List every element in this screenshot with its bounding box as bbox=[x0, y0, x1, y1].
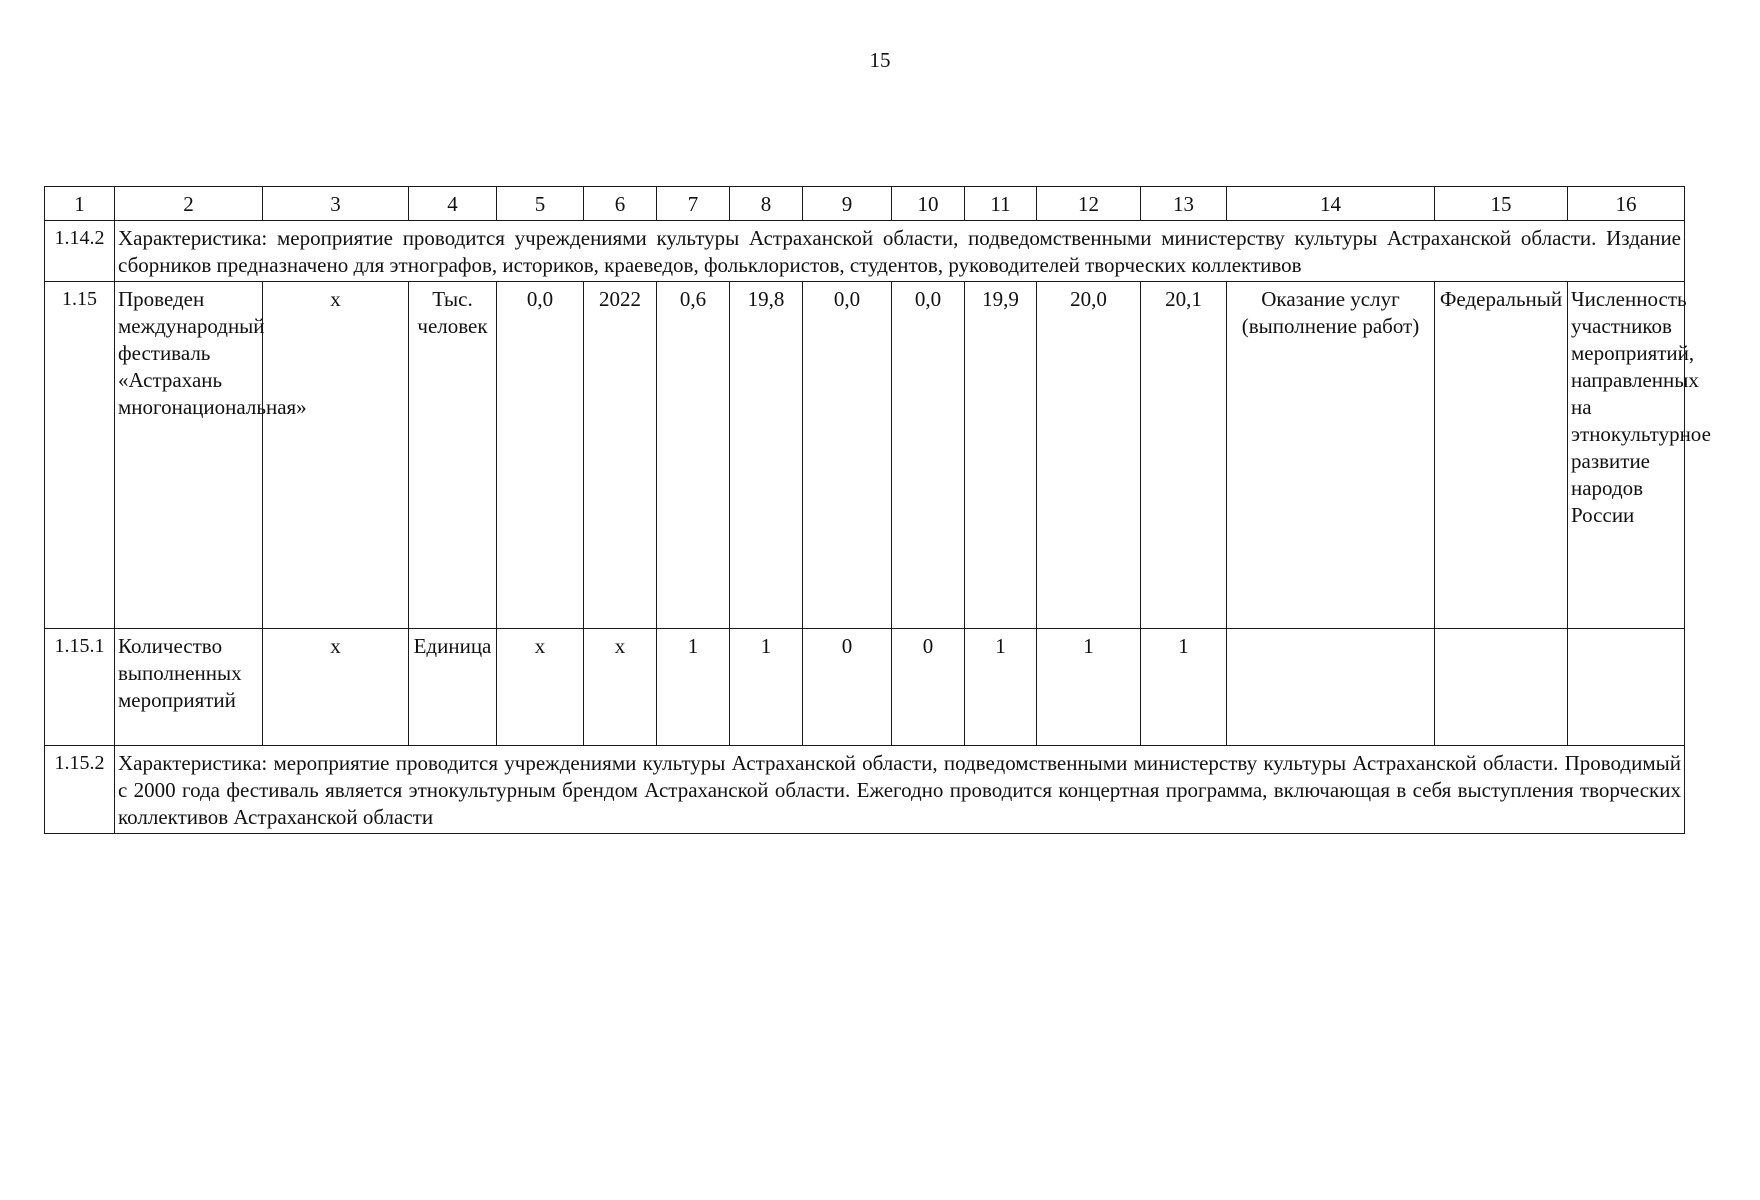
cell: х bbox=[263, 629, 409, 746]
header-cell: 4 bbox=[409, 187, 497, 221]
cell: 0,0 bbox=[803, 282, 892, 629]
cell bbox=[1227, 629, 1435, 746]
row-number: 1.15.2 bbox=[45, 746, 115, 834]
indicator-name: Количество выполненных мероприятий bbox=[115, 629, 263, 746]
header-cell: 9 bbox=[803, 187, 892, 221]
table-row bbox=[45, 221, 1685, 282]
characteristic-text: Характеристика: мероприятие проводится учреждениями культуры Астраханской области, подведомственными министерству культуры Астраханской области. Проводимый с 2000 года фестиваль является этнокультурным брендом Астраханской области. Ежегодно проводится концертная программа, включающая в себя выступления творческих коллективов Астраханской области bbox=[115, 746, 1685, 834]
cell: 1 bbox=[1141, 629, 1227, 746]
cell: 0,6 bbox=[657, 282, 730, 629]
header-cell: 2 bbox=[115, 187, 263, 221]
cell: 20,0 bbox=[1037, 282, 1141, 629]
indicator-name: Проведен международный фестиваль «Астрахань многонациональная» bbox=[115, 282, 263, 629]
cell: Федеральный bbox=[1435, 282, 1568, 629]
cell bbox=[1435, 629, 1568, 746]
cell: Оказание услуг (выполнение работ) bbox=[1227, 282, 1435, 629]
cell: 20,1 bbox=[1141, 282, 1227, 629]
cell bbox=[1568, 629, 1685, 746]
header-cell: 6 bbox=[584, 187, 657, 221]
header-cell: 1 bbox=[45, 187, 115, 221]
table-row bbox=[45, 629, 1685, 746]
cell: 19,9 bbox=[965, 282, 1037, 629]
cell: 1 bbox=[1037, 629, 1141, 746]
header-cell: 5 bbox=[497, 187, 584, 221]
cell: 0 bbox=[892, 629, 965, 746]
cell: 2022 bbox=[584, 282, 657, 629]
page-number: 15 bbox=[869, 48, 891, 72]
cell: Численность участников мероприятий, направленных на этнокультурное развитие народов России bbox=[1568, 282, 1685, 629]
cell: х bbox=[584, 629, 657, 746]
cell: 19,8 bbox=[730, 282, 803, 629]
characteristic-text: Характеристика: мероприятие проводится учреждениями культуры Астраханской области, подведомственными министерству культуры Астраханской области. Издание сборников предназначено для этнографов, историков, краеведов, фольклористов, студентов, руководителей творческих коллективов bbox=[115, 221, 1685, 282]
header-cell: 15 bbox=[1435, 187, 1568, 221]
header-cell: 16 bbox=[1568, 187, 1685, 221]
cell: 1 bbox=[730, 629, 803, 746]
header-cell: 14 bbox=[1227, 187, 1435, 221]
table-row bbox=[45, 282, 1685, 629]
header-cell: 13 bbox=[1141, 187, 1227, 221]
row-number: 1.14.2 bbox=[45, 221, 115, 282]
cell: х bbox=[263, 282, 409, 629]
row-number: 1.15.1 bbox=[45, 629, 115, 746]
cell: 1 bbox=[657, 629, 730, 746]
header-cell: 12 bbox=[1037, 187, 1141, 221]
cell: 1 bbox=[965, 629, 1037, 746]
column-number-row bbox=[45, 187, 1685, 221]
row-number: 1.15 bbox=[45, 282, 115, 629]
header-cell: 11 bbox=[965, 187, 1037, 221]
header-cell: 7 bbox=[657, 187, 730, 221]
header-cell: 10 bbox=[892, 187, 965, 221]
cell: х bbox=[497, 629, 584, 746]
cell: 0,0 bbox=[892, 282, 965, 629]
cell: 0,0 bbox=[497, 282, 584, 629]
header-cell: 3 bbox=[263, 187, 409, 221]
table-row bbox=[45, 746, 1685, 834]
unit-cell: Единица bbox=[409, 629, 497, 746]
unit-cell: Тыс. человек bbox=[409, 282, 497, 629]
header-cell: 8 bbox=[730, 187, 803, 221]
cell: 0 bbox=[803, 629, 892, 746]
indicators-table bbox=[44, 186, 1711, 834]
